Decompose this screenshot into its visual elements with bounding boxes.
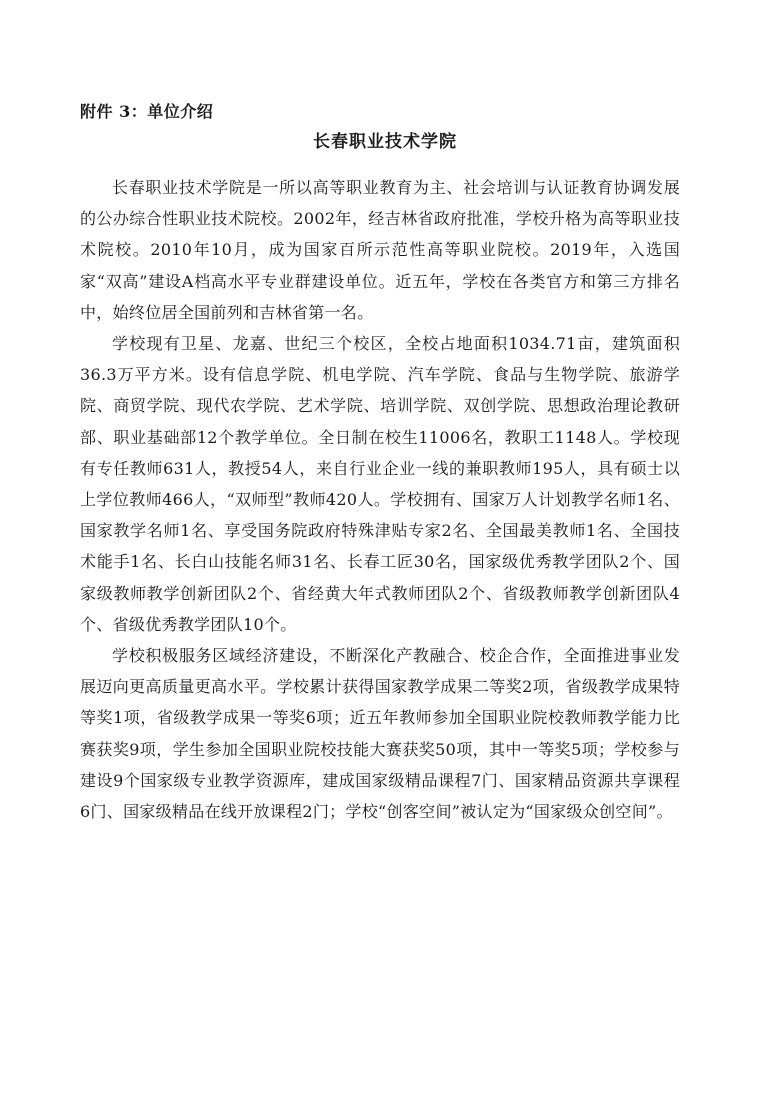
paragraph-campus-and-staff: 学校现有卫星、龙嘉、世纪三个校区，全校占地面积1034.71亩，建筑面积36.3万平方米。设有信息学院、机电学院、汽车学院、食品与生物学院、旅游学院、商贸学院、现代农学院、艺术学院、培训学院、双创学院、思想政治理论教研部、职业基础部12个教学单位。全日制在校生11006名，教职工1148人。学校现有专任教师631人，教授54人，来自行业企业一线的兼职教师195人，具有硕士以上学位教师466人，“双师型”教师420人。学校拥有、国家万人计划教学名师1名、国家教学名师1名、享受国务院政府特殊津贴专家2名、全国最美教师1名、全国技术能手1名、长白山技能名师31名、长春工匠30名，国家级优秀教学团队2个、国家级教师教学创新团队2个、省经黄大年式教师团队2个、省级教师教学创新团队4个、省级优秀教学团队10个。 bbox=[80, 334, 680, 634]
document-title: 长春职业技术学院 bbox=[313, 132, 457, 152]
paragraph-overview: 长春职业技术学院是一所以高等职业教育为主、社会培训与认证教育协调发展的公办综合性职业技术院校。2002年，经吉林省政府批准，学校升格为高等职业技术院校。2010年10月，成为国家百所示范性高等职业院校。2019年，入选国家“双高”建设A档高水平专业群建设单位。近五年，学校在各类官方和第三方排名中，始终位居全国前列和吉林省第一名。 bbox=[80, 178, 680, 322]
paragraph-achievements: 学校积极服务区域经济建设，不断深化产教融合、校企合作，全面推进事业发展迈向更高质量更高水平。学校累计获得国家教学成果二等奖2项，省级教学成果特等奖1项，省级教学成果一等奖6项；近五年教师参加全国职业院校教师教学能力比赛获奖9项，学生参加全国职业院校技能大赛获奖50项，其中一等奖5项；学校参与建设9个国家级专业教学资源库，建成国家级精品课程7门、国家精品资源共享课程6门、国家级精品在线开放课程2门；学校“创客空间”被认定为“国家级众创空间”。 bbox=[80, 646, 680, 822]
attachment-label: 附件 3：单位介绍 bbox=[80, 102, 214, 121]
body-text bbox=[80, 172, 680, 827]
